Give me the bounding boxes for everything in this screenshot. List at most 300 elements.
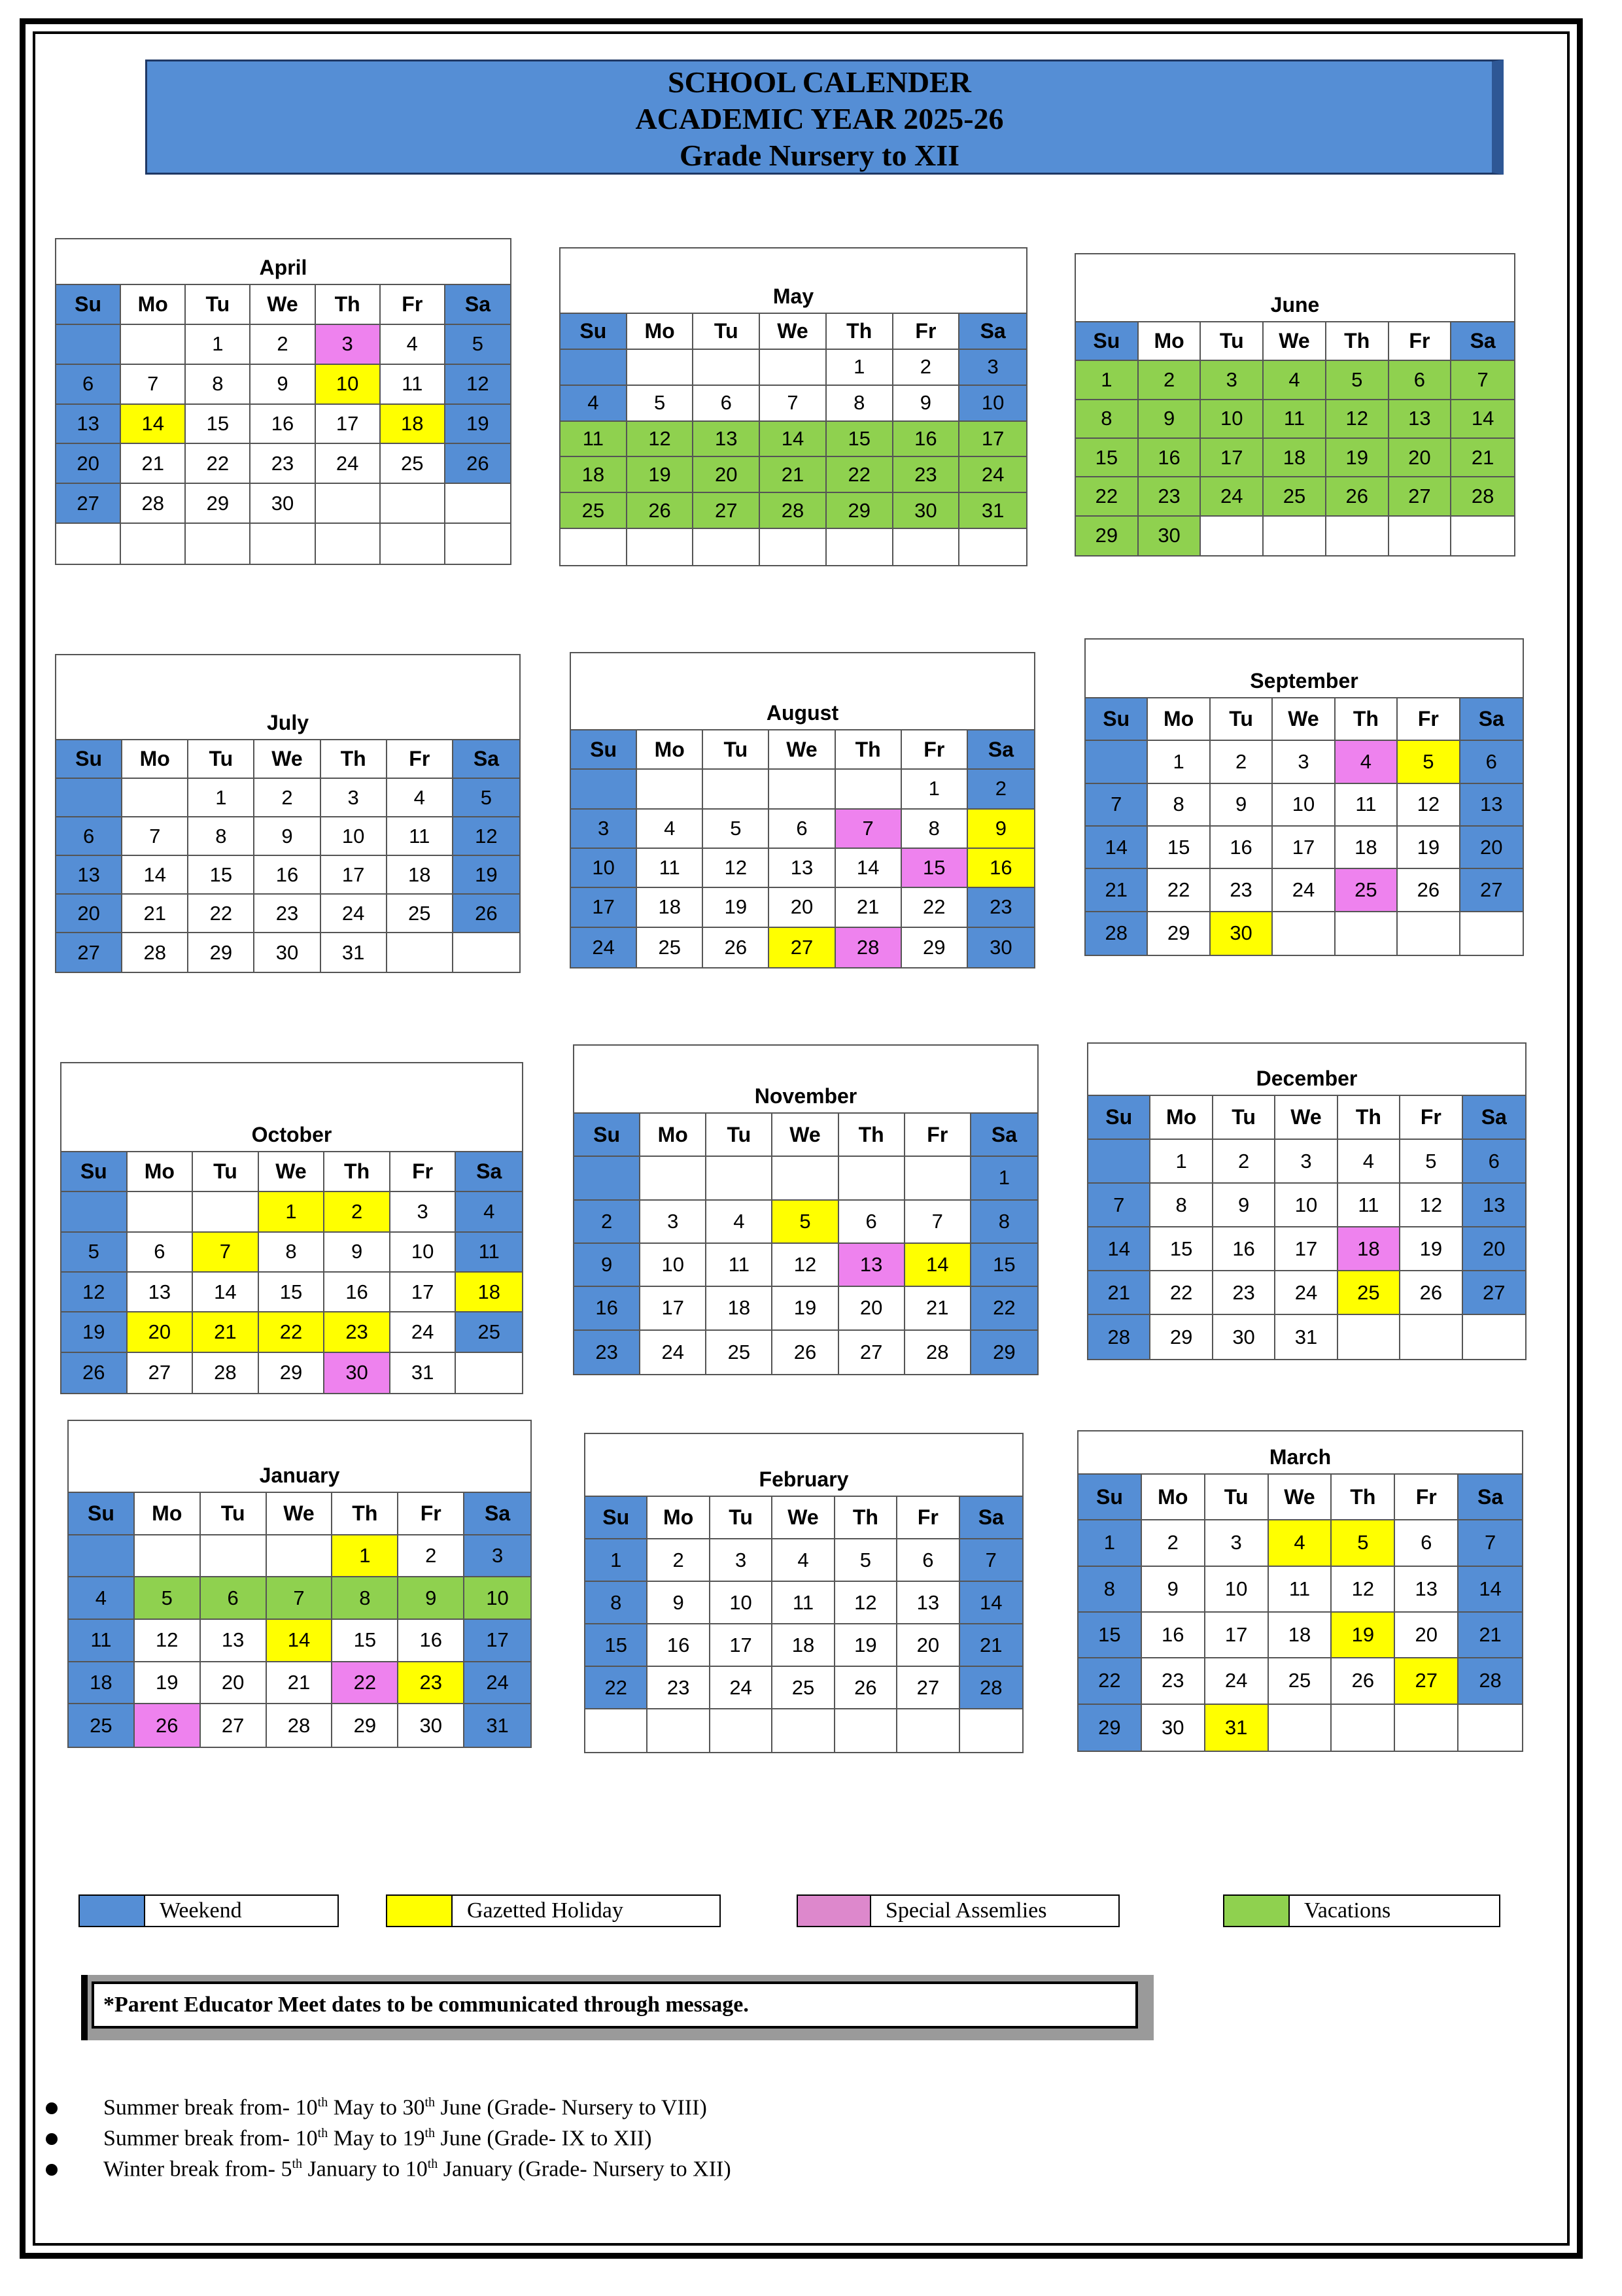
day-cell: 13 (769, 849, 835, 888)
empty-cell (897, 1709, 959, 1752)
day-cell: 25 (1264, 477, 1326, 516)
day-cell: 16 (1139, 439, 1201, 477)
day-cell: 4 (561, 386, 627, 422)
day-cell: 29 (1148, 912, 1210, 955)
day-cell: 2 (254, 779, 320, 817)
day-cell: 11 (1336, 784, 1398, 827)
month-days-grid (585, 1497, 1022, 1752)
day-cell: 10 (1201, 400, 1264, 439)
day-cell: 11 (1338, 1184, 1400, 1227)
day-cell: 18 (561, 457, 627, 493)
weekday-header: Fr (381, 285, 445, 325)
weekday-header: Th (836, 730, 902, 770)
day-cell: 22 (585, 1667, 647, 1709)
legend-label-weekend: Weekend (160, 1898, 242, 1923)
parent-meet-note: *Parent Educator Meet dates to be communicated through message. (92, 1981, 1138, 2029)
month-september (1084, 638, 1524, 956)
day-cell: 18 (69, 1662, 135, 1705)
weekday-header: Sa (1451, 322, 1514, 361)
day-cell: 25 (69, 1704, 135, 1747)
day-cell: 6 (201, 1577, 267, 1620)
month-title: December (1088, 1044, 1525, 1096)
weekday-header: Tu (1211, 698, 1273, 741)
day-cell: 8 (1150, 1184, 1213, 1227)
day-cell: 1 (827, 350, 893, 386)
day-cell: 28 (1086, 912, 1148, 955)
day-cell: 24 (316, 444, 381, 484)
day-cell: 14 (960, 1582, 1022, 1624)
weekday-header: Mo (640, 1114, 706, 1157)
day-cell: 19 (135, 1662, 201, 1705)
day-cell: 13 (1395, 1567, 1458, 1613)
empty-cell (772, 1709, 835, 1752)
day-cell: 13 (56, 856, 122, 895)
day-cell: 12 (627, 422, 694, 458)
day-cell: 31 (1275, 1315, 1337, 1359)
break-list (41, 2093, 731, 2185)
day-cell: 29 (1076, 517, 1139, 555)
day-cell: 2 (398, 1535, 464, 1578)
day-cell: 11 (561, 422, 627, 458)
day-cell: 30 (254, 933, 320, 972)
empty-cell (1395, 1705, 1458, 1751)
day-cell: 27 (1463, 1271, 1525, 1315)
empty-cell (456, 1353, 522, 1393)
month-may (559, 247, 1027, 566)
bullet-icon (46, 2102, 58, 2114)
day-cell: 24 (321, 895, 387, 933)
weekday-header: Tu (710, 1497, 772, 1539)
day-cell: 10 (640, 1244, 706, 1287)
day-cell: 2 (574, 1201, 640, 1244)
day-cell: 20 (693, 457, 760, 493)
break-text: Summer break from- 10th May to 30th June (Grade- Nursery to VIII) (103, 2095, 707, 2120)
day-cell: 22 (1076, 477, 1139, 516)
day-cell: 6 (769, 810, 835, 849)
day-cell: 25 (456, 1312, 522, 1352)
day-cell: 11 (1269, 1567, 1332, 1613)
weekday-header: Tu (1213, 1096, 1275, 1140)
day-cell: 7 (836, 810, 902, 849)
day-cell: 29 (971, 1331, 1037, 1374)
day-cell: 1 (332, 1535, 398, 1578)
legend-swatch-weekend (80, 1896, 145, 1926)
empty-cell (760, 529, 827, 565)
weekday-header: We (760, 314, 827, 350)
empty-cell (585, 1709, 647, 1752)
day-cell: 20 (1463, 1227, 1525, 1271)
empty-cell (381, 524, 445, 564)
day-cell: 27 (201, 1704, 267, 1747)
day-cell: 3 (571, 810, 637, 849)
empty-cell (453, 933, 519, 972)
day-cell: 21 (905, 1287, 971, 1330)
month-days-grid (56, 740, 519, 972)
day-cell: 14 (1458, 1567, 1522, 1613)
weekday-header: We (1273, 698, 1335, 741)
day-cell: 18 (456, 1273, 522, 1312)
month-days-grid (1088, 1096, 1525, 1359)
day-cell: 28 (960, 1667, 1022, 1709)
day-cell: 1 (259, 1192, 325, 1232)
day-cell: 22 (1150, 1271, 1213, 1315)
month-days-grid (1076, 322, 1514, 555)
legend-label-vacation: Vacations (1304, 1898, 1391, 1923)
day-cell: 6 (1460, 741, 1523, 783)
day-cell: 15 (902, 849, 968, 888)
empty-cell (56, 524, 121, 564)
day-cell: 10 (1275, 1184, 1337, 1227)
day-cell: 15 (585, 1624, 647, 1667)
day-cell: 16 (1211, 827, 1273, 869)
weekday-header: Fr (902, 730, 968, 770)
bullet-icon (46, 2133, 58, 2145)
day-cell: 2 (893, 350, 960, 386)
legend-swatch-special (798, 1896, 871, 1926)
day-cell: 15 (1148, 827, 1210, 869)
empty-cell (835, 1709, 897, 1752)
day-cell: 22 (188, 895, 254, 933)
day-cell: 10 (1273, 784, 1335, 827)
month-april (55, 238, 511, 565)
month-title: August (571, 653, 1034, 730)
day-cell: 6 (897, 1539, 959, 1582)
month-days-grid (61, 1152, 522, 1393)
day-cell: 5 (453, 779, 519, 817)
day-cell: 24 (571, 928, 637, 967)
weekday-header: Th (332, 1493, 398, 1535)
day-cell: 12 (1398, 784, 1460, 827)
day-cell: 4 (387, 779, 453, 817)
day-cell: 15 (186, 405, 250, 445)
day-cell: 2 (1211, 741, 1273, 783)
day-cell: 7 (1451, 361, 1514, 400)
weekday-header: Sa (1460, 698, 1523, 741)
day-cell: 11 (387, 817, 453, 856)
weekday-header: Sa (456, 1152, 522, 1192)
day-cell: 1 (188, 779, 254, 817)
weekday-header: Tu (186, 285, 250, 325)
empty-cell (61, 1192, 128, 1232)
day-cell: 7 (905, 1201, 971, 1244)
empty-cell (640, 1157, 706, 1200)
empty-cell (959, 529, 1026, 565)
empty-cell (121, 325, 186, 365)
day-cell: 5 (1326, 361, 1389, 400)
day-cell: 3 (1201, 361, 1264, 400)
day-cell: 9 (647, 1582, 710, 1624)
day-cell: 29 (188, 933, 254, 972)
day-cell: 26 (61, 1353, 128, 1393)
weekday-header: Mo (122, 740, 188, 779)
day-cell: 1 (1078, 1520, 1142, 1566)
day-cell: 8 (188, 817, 254, 856)
day-cell: 9 (968, 810, 1034, 849)
day-cell: 23 (647, 1667, 710, 1709)
weekday-header: Su (56, 285, 121, 325)
day-cell: 8 (902, 810, 968, 849)
day-cell: 13 (1460, 784, 1523, 827)
day-cell: 28 (836, 928, 902, 967)
day-cell: 30 (1211, 912, 1273, 955)
day-cell: 24 (640, 1331, 706, 1374)
empty-cell (827, 529, 893, 565)
day-cell: 17 (571, 888, 637, 927)
day-cell: 27 (56, 484, 121, 524)
empty-cell (627, 350, 694, 386)
day-cell: 30 (1213, 1315, 1275, 1359)
weekday-header: Su (1088, 1096, 1150, 1140)
weekday-header: We (267, 1493, 333, 1535)
day-cell: 20 (1395, 1613, 1458, 1658)
month-title: March (1078, 1431, 1522, 1475)
empty-cell (772, 1157, 838, 1200)
day-cell: 22 (259, 1312, 325, 1352)
day-cell: 13 (839, 1244, 905, 1287)
day-cell: 10 (571, 849, 637, 888)
day-cell: 28 (193, 1353, 259, 1393)
day-cell: 8 (1148, 784, 1210, 827)
day-cell: 15 (1076, 439, 1139, 477)
day-cell: 17 (1273, 827, 1335, 869)
day-cell: 28 (121, 484, 186, 524)
day-cell: 12 (135, 1620, 201, 1662)
weekday-header: We (1269, 1475, 1332, 1520)
weekday-header: Tu (193, 1152, 259, 1192)
weekday-header: Su (1076, 322, 1139, 361)
legend-label-gazetted: Gazetted Holiday (467, 1898, 623, 1923)
empty-cell (1398, 912, 1460, 955)
month-days-grid (574, 1114, 1037, 1374)
day-cell: 3 (316, 325, 381, 365)
day-cell: 26 (445, 444, 510, 484)
day-cell: 2 (1142, 1520, 1205, 1566)
day-cell: 9 (250, 365, 315, 405)
day-cell: 5 (835, 1539, 897, 1582)
month-march (1077, 1430, 1523, 1752)
weekday-header: Mo (1139, 322, 1201, 361)
legend-vacation (1223, 1894, 1500, 1927)
weekday-header: Su (1078, 1475, 1142, 1520)
day-cell: 12 (445, 365, 510, 405)
month-title: October (61, 1063, 522, 1152)
day-cell: 28 (122, 933, 188, 972)
day-cell: 22 (1148, 869, 1210, 912)
day-cell: 30 (250, 484, 315, 524)
day-cell: 13 (56, 405, 121, 445)
month-days-grid (56, 285, 510, 564)
weekday-header: Mo (1150, 1096, 1213, 1140)
day-cell: 3 (390, 1192, 457, 1232)
month-november (573, 1044, 1039, 1375)
day-cell: 22 (902, 888, 968, 927)
day-cell: 1 (971, 1157, 1037, 1200)
day-cell: 26 (835, 1667, 897, 1709)
day-cell: 20 (1460, 827, 1523, 869)
day-cell: 21 (121, 444, 186, 484)
day-cell: 8 (259, 1233, 325, 1273)
day-cell: 5 (772, 1201, 838, 1244)
empty-cell (706, 1157, 772, 1200)
month-days-grid (571, 730, 1034, 967)
day-cell: 1 (902, 770, 968, 809)
day-cell: 2 (324, 1192, 390, 1232)
day-cell: 28 (760, 493, 827, 529)
legend-weekend (78, 1894, 339, 1927)
day-cell: 24 (1275, 1271, 1337, 1315)
weekday-header: Su (69, 1493, 135, 1535)
day-cell: 31 (959, 493, 1026, 529)
day-cell: 4 (381, 325, 445, 365)
weekday-header: We (254, 740, 320, 779)
day-cell: 20 (201, 1662, 267, 1705)
weekday-header: We (769, 730, 835, 770)
empty-cell (627, 529, 694, 565)
month-october (60, 1062, 523, 1394)
break-item (41, 2154, 731, 2185)
weekday-header: Mo (135, 1493, 201, 1535)
day-cell: 16 (250, 405, 315, 445)
weekday-header: Fr (1400, 1096, 1462, 1140)
break-item (41, 2123, 731, 2154)
empty-cell (905, 1157, 971, 1200)
day-cell: 17 (390, 1273, 457, 1312)
empty-cell (1463, 1315, 1525, 1359)
weekday-header: We (1264, 322, 1326, 361)
day-cell: 19 (703, 888, 769, 927)
day-cell: 7 (121, 365, 186, 405)
day-cell: 19 (1400, 1227, 1462, 1271)
day-cell: 26 (1400, 1271, 1462, 1315)
day-cell: 31 (321, 933, 387, 972)
day-cell: 10 (959, 386, 1026, 422)
day-cell: 12 (1400, 1184, 1462, 1227)
day-cell: 23 (1211, 869, 1273, 912)
day-cell: 28 (1458, 1658, 1522, 1704)
day-cell: 9 (254, 817, 320, 856)
weekday-header: Mo (627, 314, 694, 350)
day-cell: 14 (905, 1244, 971, 1287)
break-item (41, 2093, 731, 2123)
weekday-header: Sa (1458, 1475, 1522, 1520)
day-cell: 4 (706, 1201, 772, 1244)
day-cell: 26 (1398, 869, 1460, 912)
day-cell: 29 (827, 493, 893, 529)
day-cell: 30 (398, 1704, 464, 1747)
empty-cell (710, 1709, 772, 1752)
day-cell: 18 (387, 856, 453, 895)
day-cell: 30 (1139, 517, 1201, 555)
empty-cell (193, 1192, 259, 1232)
weekday-header: Fr (1398, 698, 1460, 741)
weekday-header: Th (827, 314, 893, 350)
day-cell: 13 (897, 1582, 959, 1624)
weekday-header: Fr (387, 740, 453, 779)
day-cell: 26 (135, 1704, 201, 1747)
bullet-icon (46, 2164, 58, 2176)
day-cell: 4 (456, 1192, 522, 1232)
day-cell: 23 (398, 1662, 464, 1705)
weekday-header: Tu (703, 730, 769, 770)
header-academic-year: ACADEMIC YEAR 2025-26 (635, 102, 1004, 135)
month-january (67, 1420, 532, 1748)
weekday-header: Mo (647, 1497, 710, 1539)
day-cell: 9 (1142, 1567, 1205, 1613)
day-cell: 10 (710, 1582, 772, 1624)
day-cell: 27 (1389, 477, 1452, 516)
legend-swatch-gazetted (387, 1896, 453, 1926)
day-cell: 16 (324, 1273, 390, 1312)
day-cell: 5 (445, 325, 510, 365)
day-cell: 20 (56, 895, 122, 933)
day-cell: 5 (627, 386, 694, 422)
day-cell: 22 (827, 457, 893, 493)
month-days-grid (1078, 1475, 1522, 1751)
day-cell: 14 (836, 849, 902, 888)
legend-swatch-vacation (1224, 1896, 1290, 1926)
day-cell: 12 (61, 1273, 128, 1312)
legend-gazetted (386, 1894, 721, 1927)
empty-cell (1400, 1315, 1462, 1359)
day-cell: 20 (897, 1624, 959, 1667)
weekday-header: Sa (464, 1493, 530, 1535)
day-cell: 14 (121, 405, 186, 445)
day-cell: 21 (760, 457, 827, 493)
day-cell: 10 (390, 1233, 457, 1273)
day-cell: 19 (61, 1312, 128, 1352)
weekday-header: Su (561, 314, 627, 350)
day-cell: 10 (1205, 1567, 1269, 1613)
day-cell: 27 (897, 1667, 959, 1709)
empty-cell (1338, 1315, 1400, 1359)
weekday-header: Mo (1148, 698, 1210, 741)
empty-cell (201, 1535, 267, 1578)
day-cell: 3 (1275, 1140, 1337, 1184)
empty-cell (1332, 1705, 1395, 1751)
day-cell: 19 (1398, 827, 1460, 869)
day-cell: 16 (968, 849, 1034, 888)
day-cell: 15 (332, 1620, 398, 1662)
month-july (55, 654, 521, 973)
day-cell: 4 (1338, 1140, 1400, 1184)
day-cell: 7 (193, 1233, 259, 1273)
weekday-header: Tu (1201, 322, 1264, 361)
day-cell: 1 (585, 1539, 647, 1582)
weekday-header: Th (1338, 1096, 1400, 1140)
day-cell: 6 (56, 817, 122, 856)
day-cell: 26 (1326, 477, 1389, 516)
day-cell: 26 (1332, 1658, 1395, 1704)
day-cell: 26 (772, 1331, 838, 1374)
day-cell: 4 (69, 1577, 135, 1620)
day-cell: 9 (1211, 784, 1273, 827)
day-cell: 30 (1142, 1705, 1205, 1751)
day-cell: 14 (1086, 827, 1148, 869)
weekday-header: Sa (453, 740, 519, 779)
day-cell: 6 (1395, 1520, 1458, 1566)
empty-cell (1336, 912, 1398, 955)
month-days-grid (69, 1493, 530, 1747)
day-cell: 14 (1451, 400, 1514, 439)
day-cell: 8 (332, 1577, 398, 1620)
day-cell: 13 (693, 422, 760, 458)
day-cell: 24 (464, 1662, 530, 1705)
month-title: July (56, 655, 519, 740)
day-cell: 17 (710, 1624, 772, 1667)
day-cell: 20 (769, 888, 835, 927)
day-cell: 2 (1213, 1140, 1275, 1184)
month-february (584, 1433, 1024, 1753)
